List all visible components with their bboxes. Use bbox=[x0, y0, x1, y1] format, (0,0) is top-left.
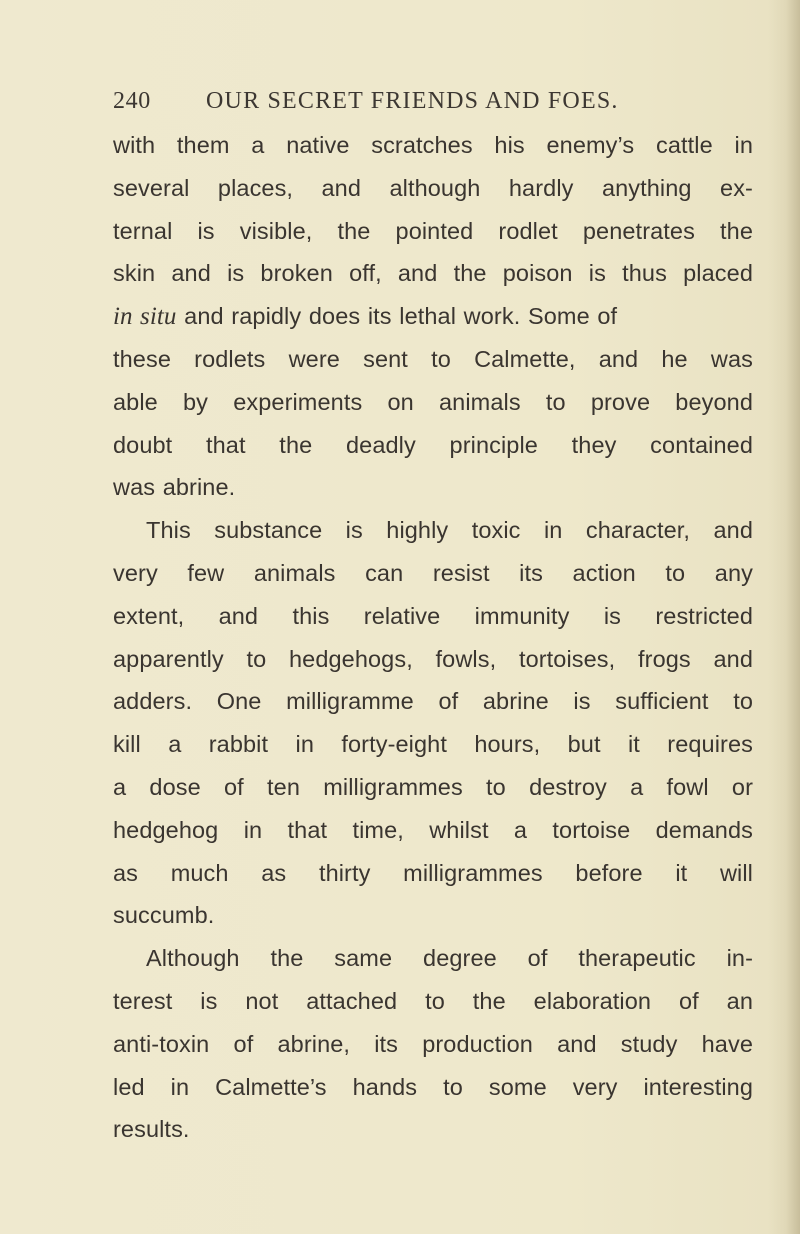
text-line: apparently to hedgehogs, fowls, tortoises, frogs and bbox=[113, 645, 753, 672]
running-head bbox=[113, 88, 753, 122]
text-line: This substance is highly toxic in character, and bbox=[146, 517, 753, 544]
italic-phrase: in situ bbox=[113, 303, 177, 331]
text-line: was abrine. bbox=[113, 474, 236, 501]
text-line: skin and is broken off, and the poison is thus placed bbox=[113, 260, 753, 287]
page-edge-shadow bbox=[786, 0, 800, 1234]
text-line: hedgehog in that time, whilst a tortoise demands bbox=[113, 816, 753, 843]
text-line: ternal is visible, the pointed rodlet penetrates the bbox=[113, 217, 753, 244]
text-line: anti-toxin of abrine, its production and study have bbox=[113, 1030, 753, 1057]
text-line: able by experiments on animals to prove beyond bbox=[113, 388, 753, 415]
text-line: with them a native scratches his enemy’s cattle in bbox=[113, 132, 753, 158]
text-line: these rodlets were sent to Calmette, and he was bbox=[113, 345, 753, 372]
text-line: led in Calmette’s hands to some very interesting bbox=[113, 1073, 753, 1100]
text-line: a dose of ten milligrammes to destroy a fowl or bbox=[113, 773, 753, 800]
text-line: as much as thirty milligrammes before it will bbox=[113, 859, 753, 886]
text-line bbox=[113, 295, 753, 338]
text-line: several places, and although hardly anything ex- bbox=[113, 174, 753, 201]
text-line: results. bbox=[113, 1116, 190, 1143]
text-line: terest is not attached to the elaboration of an bbox=[113, 987, 753, 1014]
text-line: adders. One milligramme of abrine is sufficient to bbox=[113, 688, 753, 715]
text-line: very few animals can resist its action to any bbox=[113, 559, 753, 586]
text-line-rest: and rapidly does its lethal work. Some of bbox=[176, 303, 618, 330]
text-line: doubt that the deadly principle they contained bbox=[113, 431, 753, 458]
text-line: extent, and this relative immunity is restricted bbox=[113, 602, 753, 629]
page-number: 240 bbox=[113, 88, 151, 114]
text-line: kill a rabbit in forty-eight hours, but it requires bbox=[113, 731, 753, 758]
text-line: Although the same degree of therapeutic in- bbox=[146, 945, 753, 972]
body-text bbox=[113, 124, 753, 1151]
running-title: OUR SECRET FRIENDS AND FOES. bbox=[206, 88, 619, 114]
text-line: succumb. bbox=[113, 902, 215, 929]
